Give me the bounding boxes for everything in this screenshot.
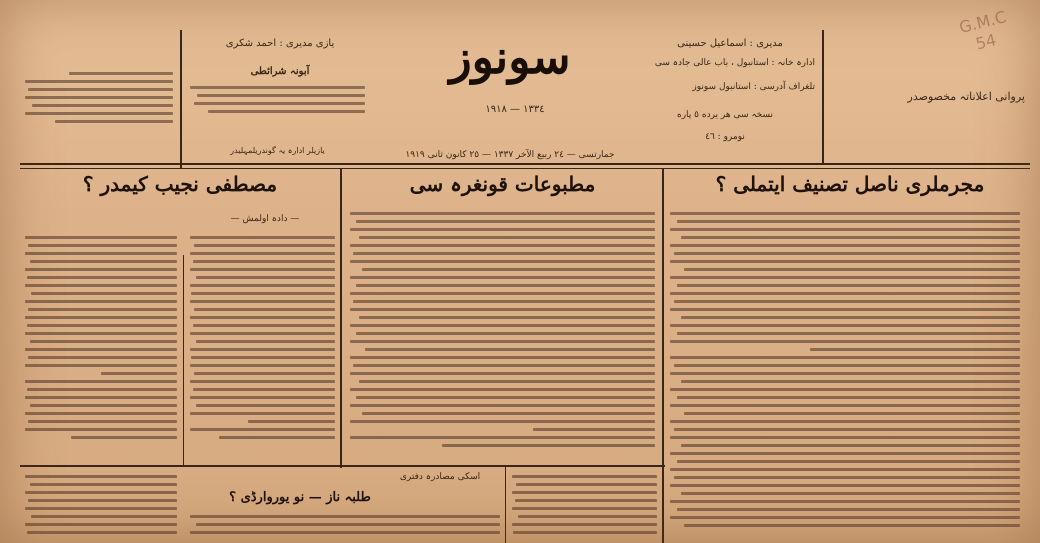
col3-body-left xyxy=(25,236,177,461)
svg-text:G.M.C: G.M.C xyxy=(957,7,1008,38)
header-rule-right xyxy=(822,30,824,165)
issue-line: جمارتسی — ٢٤ ربیع الآخر ١٣٣٧ — ٢٥ کانون ثانی ١٩١٩ xyxy=(405,150,615,160)
header-rule-left xyxy=(180,30,182,168)
bottom-col-mid-body xyxy=(190,515,500,543)
bottom-col-right-body xyxy=(512,475,657,543)
header-bottom-rule xyxy=(20,163,1030,165)
bottom-section-rule xyxy=(20,465,665,467)
col3-headline: مصطفی نجیب کیمدر ؟ xyxy=(82,172,278,196)
subscription-table xyxy=(190,86,365,126)
bottom-headline: طلبہ ناز — نو یوروارڈی ؟ xyxy=(229,490,371,505)
masthead-title: سونوز xyxy=(449,30,571,84)
ad-note: پروانی اعلاناتہ مخصوصدر xyxy=(907,90,1025,103)
svg-text:54: 54 xyxy=(973,30,999,54)
editor-line: یازی مدیری : احمد شکری xyxy=(225,38,335,49)
owner-line: مدیری : اسماعیل حسینی xyxy=(677,38,783,49)
col2-body xyxy=(350,212,655,462)
address-line: ادارہ خانہ : استانبول ، باب عالی جادہ سی xyxy=(654,58,815,68)
price-line: نسخہ سی هر یرده ٥ پاره xyxy=(676,110,774,120)
col-rule-2 xyxy=(340,168,342,468)
header-notice: یازیلر ادارہ یہ گوندریلمہلیدر xyxy=(230,146,325,155)
col2-headline: مطبوعات قونغرہ سی xyxy=(409,172,596,196)
col3-inner-rule xyxy=(183,255,184,465)
subscription-title: آبونہ شرائطی xyxy=(250,66,310,77)
masthead-date: ١٣٣٤ — ١٩١٨ xyxy=(485,104,545,115)
left-header-text xyxy=(25,72,173,152)
archive-stamp xyxy=(950,0,1030,62)
bottom-col-rule xyxy=(505,467,506,543)
header-bottom-rule-2 xyxy=(20,168,1030,169)
col1-body xyxy=(670,212,1020,543)
contact-line: تلغراف آدرسی : استانبول سونوز xyxy=(692,82,815,92)
bottom-col-left-body xyxy=(25,475,177,543)
col3-subheading: — دادہ اولمش — xyxy=(230,214,300,224)
bottom-subheading: اسکی مصادرہ دفتری xyxy=(399,472,481,482)
col3-body-right xyxy=(190,236,335,461)
stamp-icon xyxy=(950,0,1030,62)
col1-headline: مجرملری ناصل تصنیف ایتملی ؟ xyxy=(715,172,985,196)
number-line: نومرو : ٤٦ xyxy=(705,132,745,142)
col-rule-1 xyxy=(662,168,664,543)
